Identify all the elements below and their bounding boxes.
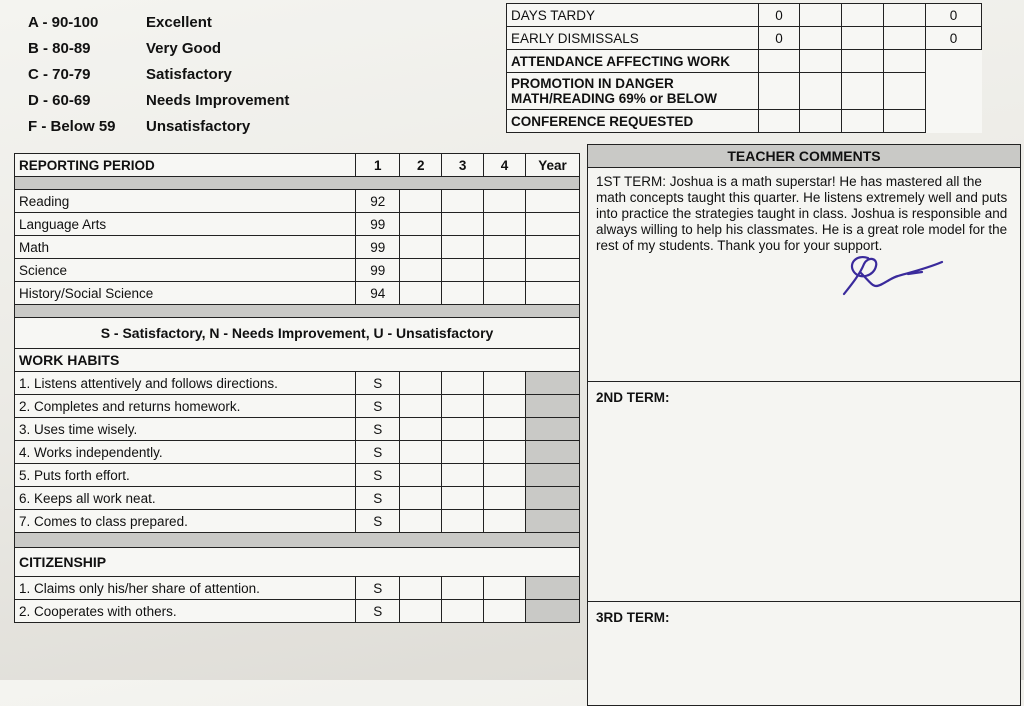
period-header: 2 <box>400 154 442 177</box>
attendance-value <box>800 4 842 27</box>
habit-label: 6. Keeps all work neat. <box>15 487 356 510</box>
habit-mark: S <box>356 487 400 510</box>
work-habits-title: WORK HABITS <box>15 349 580 372</box>
teacher-comments-box <box>587 144 1021 706</box>
scale-row-b: B - 80-89 Very Good <box>28 40 222 57</box>
habit-mark: S <box>356 464 400 487</box>
citizenship-label: 2. Cooperates with others. <box>15 600 356 623</box>
habit-row <box>15 441 580 464</box>
subject-row <box>15 259 580 282</box>
section-header-row <box>15 349 580 372</box>
habit-row <box>15 464 580 487</box>
habit-label: 5. Puts forth effort. <box>15 464 356 487</box>
subject-row <box>15 282 580 305</box>
section-header-row <box>15 548 580 577</box>
period-header: 1 <box>356 154 400 177</box>
attendance-value <box>884 27 926 50</box>
subject-name: History/Social Science <box>15 282 356 305</box>
year-header: Year <box>526 154 580 177</box>
subject-grade: 99 <box>356 259 400 282</box>
grades-table <box>14 153 580 623</box>
signature-icon <box>838 250 948 300</box>
attendance-value: 0 <box>758 27 800 50</box>
third-term-comment: 3RD TERM: <box>596 610 670 625</box>
grades-header-row <box>15 154 580 177</box>
attendance-table <box>506 3 982 133</box>
habit-label: 1. Listens attentively and follows directions. <box>15 372 356 395</box>
subject-name: Language Arts <box>15 213 356 236</box>
habit-row <box>15 372 580 395</box>
habit-row <box>15 487 580 510</box>
attendance-row <box>507 4 982 27</box>
citizenship-mark: S <box>356 577 400 600</box>
subject-name: Math <box>15 236 356 259</box>
reporting-period-header: REPORTING PERIOD <box>15 154 356 177</box>
divider-row <box>15 177 580 190</box>
attendance-label: PROMOTION IN DANGER MATH/READING 69% or BELOW <box>507 73 759 110</box>
subject-grade: 94 <box>356 282 400 305</box>
subject-row <box>15 213 580 236</box>
attendance-year: 0 <box>926 4 982 27</box>
habit-label: 4. Works independently. <box>15 441 356 464</box>
citizenship-title: CITIZENSHIP <box>15 548 580 577</box>
attendance-row <box>507 27 982 50</box>
habit-row <box>15 510 580 533</box>
subject-grade: 99 <box>356 213 400 236</box>
period-header: 3 <box>442 154 484 177</box>
scale-row-c: C - 70-79 Satisfactory <box>28 66 232 83</box>
habit-label: 2. Completes and returns homework. <box>15 395 356 418</box>
habit-label: 7. Comes to class prepared. <box>15 510 356 533</box>
habit-mark: S <box>356 441 400 464</box>
habit-mark: S <box>356 372 400 395</box>
habit-label: 3. Uses time wisely. <box>15 418 356 441</box>
attendance-label: EARLY DISMISSALS <box>507 27 759 50</box>
subject-name: Science <box>15 259 356 282</box>
habit-row <box>15 418 580 441</box>
citizenship-label: 1. Claims only his/her share of attention. <box>15 577 356 600</box>
first-term-comment-section <box>588 168 1020 382</box>
attendance-row <box>507 110 982 133</box>
attendance-value <box>842 4 884 27</box>
scale-row-f: F - Below 59 Unsatisfactory <box>28 118 251 135</box>
habit-mark: S <box>356 418 400 441</box>
attendance-value <box>842 27 884 50</box>
attendance-value <box>884 4 926 27</box>
attendance-row <box>507 50 982 73</box>
subject-row <box>15 190 580 213</box>
second-term-comment: 2ND TERM: <box>588 382 1020 602</box>
divider-row <box>15 305 580 318</box>
attendance-year: 0 <box>926 27 982 50</box>
first-term-comment: 1ST TERM: Joshua is a math superstar! He has mastered all the math concepts taught this quarter. He listens extremely well and puts into practice the strategies taught in class. Joshua is responsible and always willing to help his classmates. He is a great role model for the rest of my students. Thank you for your support. <box>596 174 1008 253</box>
scale-row-a: A - 90-100 Excellent <box>28 14 212 31</box>
subject-grade: 92 <box>356 190 400 213</box>
attendance-label: CONFERENCE REQUESTED <box>507 110 759 133</box>
period-header: 4 <box>484 154 526 177</box>
rating-legend: S - Satisfactory, N - Needs Improvement, U - Unsatisfactory <box>15 318 580 349</box>
citizenship-row <box>15 600 580 623</box>
subject-row <box>15 236 580 259</box>
citizenship-mark: S <box>356 600 400 623</box>
attendance-label: DAYS TARDY <box>507 4 759 27</box>
subject-grade: 99 <box>356 236 400 259</box>
subject-name: Reading <box>15 190 356 213</box>
habit-row <box>15 395 580 418</box>
habit-mark: S <box>356 395 400 418</box>
attendance-value <box>800 27 842 50</box>
legend-row <box>15 318 580 349</box>
habit-mark: S <box>356 510 400 533</box>
citizenship-row <box>15 577 580 600</box>
attendance-value: 0 <box>758 4 800 27</box>
teacher-comments-title: TEACHER COMMENTS <box>588 145 1020 168</box>
attendance-row <box>507 73 982 110</box>
teacher-signature <box>838 250 948 304</box>
scale-row-d: D - 60-69 Needs Improvement <box>28 92 290 109</box>
attendance-label: ATTENDANCE AFFECTING WORK <box>507 50 759 73</box>
divider-row <box>15 533 580 548</box>
